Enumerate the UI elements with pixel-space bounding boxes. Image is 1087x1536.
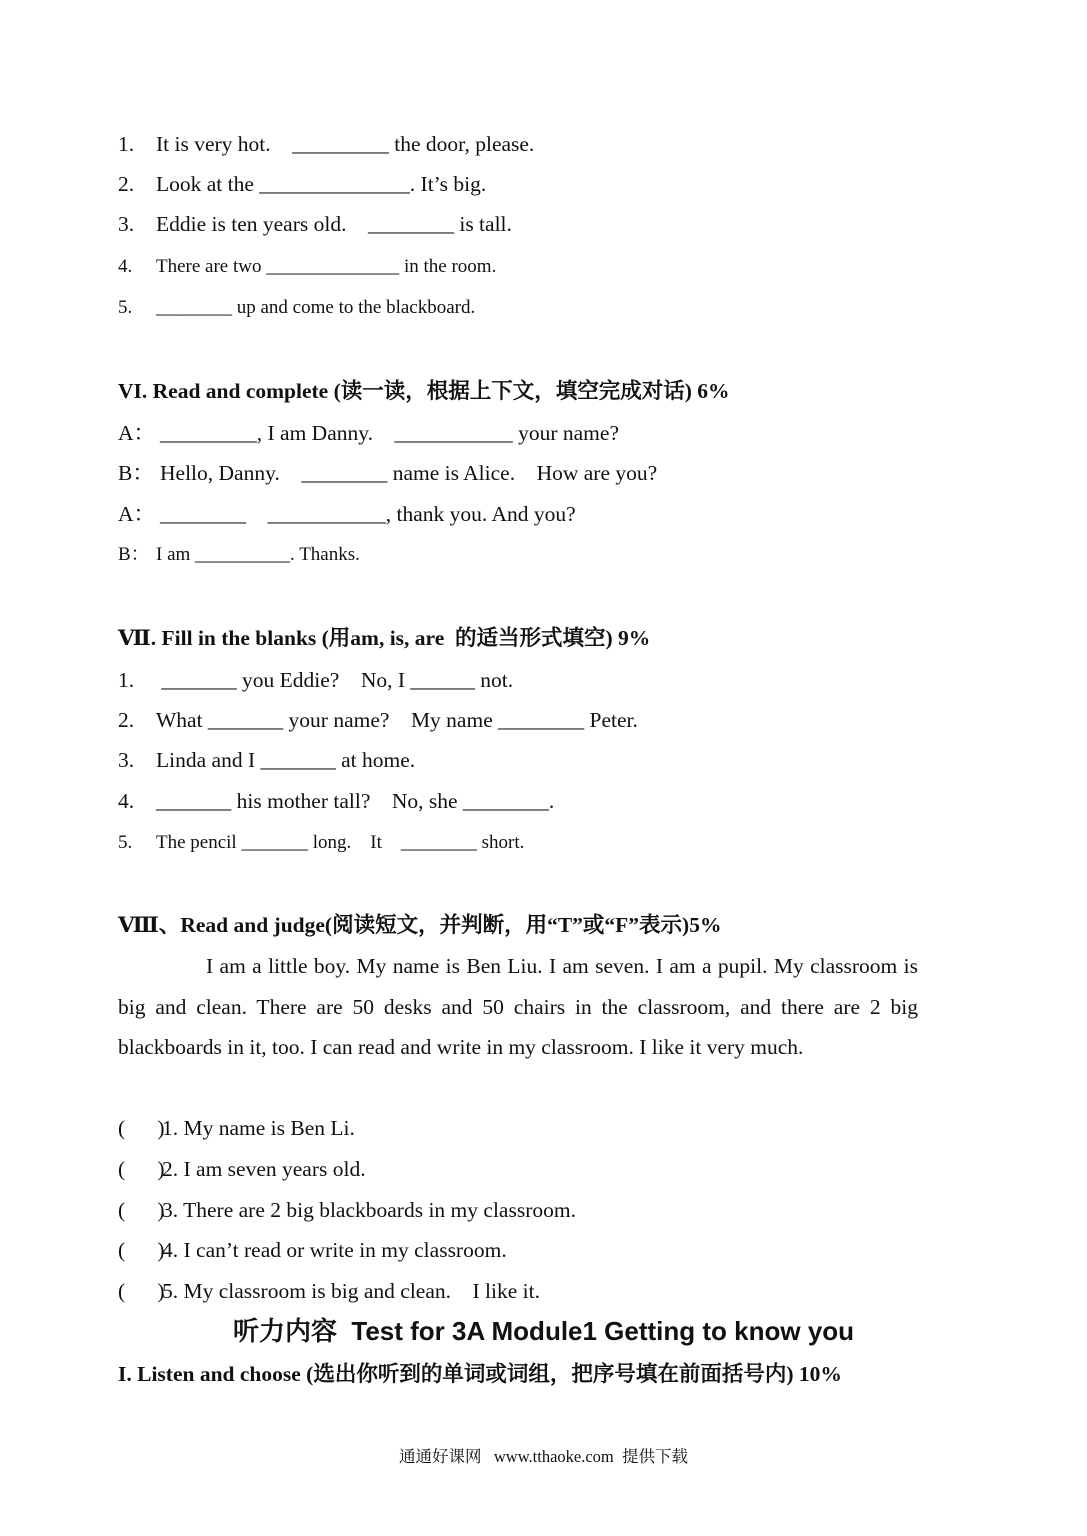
section8-heading: Ⅷ、Read and judge(阅读短文，并判断，用“T”或“F”表示)5% [118, 913, 722, 937]
judge-item-5: ( )5. My classroom is big and clean. I like it. [118, 1279, 540, 1303]
dialogue-line-3: A： ________ ___________, thank you. And you? [118, 502, 576, 526]
dialogue-line-1: A： _________, I am Danny. ___________ your name? [118, 421, 619, 445]
footer-source: 通通好课网 www.tthaoke.com 提供下载 [398, 1447, 689, 1466]
section7-item-2: 2. What _______ your name? My name ________ Peter. [118, 708, 638, 732]
section7-item-4: 4. _______ his mother tall? No, she ________. [118, 789, 555, 813]
section5-item-5: 5. ________ up and come to the blackboard. [118, 297, 476, 318]
judge-item-4: ( )4. I can’t read or write in my classroom. [118, 1238, 507, 1262]
section5-item-1: 1. It is very hot. _________ the door, please. [118, 132, 535, 156]
section5-item-3: 3. Eddie is ten years old. ________ is tall. [118, 212, 512, 236]
judge-item-2: ( )2. I am seven years old. [118, 1157, 366, 1181]
judge-item-3: ( )3. There are 2 big blackboards in my classroom. [118, 1198, 576, 1222]
listening-title: 听力内容 Test for 3A Module1 Getting to know you [232, 1316, 855, 1346]
dialogue-line-4: B： I am __________. Thanks. [118, 544, 360, 565]
section7-heading: Ⅶ. Fill in the blanks (用am, is, are 的适当形式填空) 9% [118, 626, 651, 650]
section7-item-3: 3. Linda and I _______ at home. [118, 748, 416, 772]
section7-item-1: 1. _______ you Eddie? No, I ______ not. [118, 668, 514, 692]
section1-heading: I. Listen and choose (选出你听到的单词或词组，把序号填在前面括号内) 10% [118, 1362, 842, 1386]
reading-passage: I am a little boy. My name is Ben Liu. I am seven. I am a pupil. My classroom is big and clean. There are 50 desks and 50 chairs in the classroom, and there are 2 big blackboards in it, too. I can read and write in my classroom. I like it very much. [118, 954, 918, 1059]
dialogue-line-2: B： Hello, Danny. ________ name is Alice. How are you? [118, 461, 658, 485]
section7-item-5: 5. The pencil _______ long. It ________ short. [118, 832, 525, 853]
section5-item-4: 4. There are two ______________ in the room. [118, 256, 497, 277]
section5-item-2: 2. Look at the ______________. It’s big. [118, 172, 487, 196]
section6-heading: VI. Read and complete (读一读，根据上下文，填空完成对话) 6% [118, 379, 730, 403]
judge-item-1: ( )1. My name is Ben Li. [118, 1116, 355, 1140]
